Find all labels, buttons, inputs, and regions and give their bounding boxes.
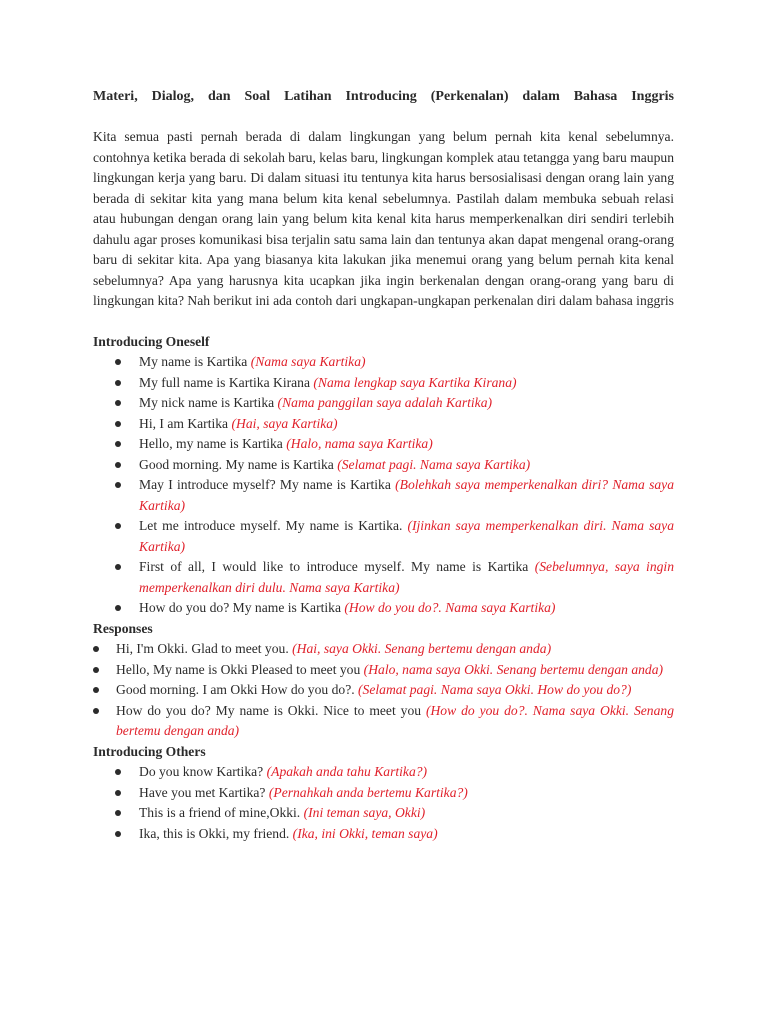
heading-introducing-others: Introducing Others (93, 743, 206, 759)
list-item: Hello, my name is Kartika (Halo, nama saya Kartika) (93, 434, 674, 455)
list-item: My full name is Kartika Kirana (Nama lengkap saya Kartika Kirana) (93, 373, 674, 394)
list-item: Ika, this is Okki, my friend. (Ika, ini Okki, teman saya) (93, 824, 674, 845)
list-item: Do you know Kartika? (Apakah anda tahu Kartika?) (93, 762, 674, 783)
list-item: First of all, I would like to introduce myself. My name is Kartika (Sebelumnya, saya ingin memperkenalkan diri dulu. Nama saya Kartika) (93, 557, 674, 598)
list-introducing-others (93, 762, 674, 844)
list-introducing-oneself (93, 352, 674, 619)
list-item: Have you met Kartika? (Pernahkah anda bertemu Kartika?) (93, 783, 674, 804)
document-title: Materi, Dialog, dan Soal Latihan Introducing (Perkenalan) dalam Bahasa Inggris (93, 89, 674, 104)
list-item: May I introduce myself? My name is Kartika (Bolehkah saya memperkenalkan diri? Nama saya Kartika) (93, 475, 674, 516)
heading-responses: Responses (93, 620, 153, 636)
intro-paragraph: Kita semua pasti pernah berada di dalam lingkungan yang belum pernah kita kenal sebelumnya. contohnya ketika berada di sekolah baru, kelas baru, lingkungan komplek atau tetangga yang baru maupun lingkungan kerja yang baru. Di dalam situasi itu tentunya kita harus bersosialisasi dengan orang lain yang berada di sekitar kita yang mana belum kita kenal sebelumnya. Pastilah dalam membuka sebuah relasi atau hubungan dengan orang lain yang belum kita kenal kita harus memperkenalkan diri sendiri terlebih dahulu agar proses komunikasi bisa terjalin satu sama lain dan tentunya akan dapat mengenal orang-orang baru di sekitar kita. Apa yang biasanya kita lakukan jika menemui orang yang belum pernah kita kenal sebelumnya? Apa yang harusnya kita ucapkan jika ingin berkenalan dengan orang-orang yang baru di lingkungan kita? Nah berikut ini ada contoh dari ungkapan-ungkapan perkenalan diri dalam bahasa inggris (93, 129, 674, 308)
list-item: My nick name is Kartika (Nama panggilan saya adalah Kartika) (93, 393, 674, 414)
list-item: Hello, My name is Okki Pleased to meet you (Halo, nama saya Okki. Senang bertemu dengan anda) (93, 660, 674, 681)
document-content (93, 86, 674, 844)
heading-introducing-oneself: Introducing Oneself (93, 333, 210, 349)
list-item: This is a friend of mine,Okki. (Ini teman saya, Okki) (93, 803, 674, 824)
list-responses (93, 639, 674, 742)
list-item: Good morning. I am Okki How do you do?. (Selamat pagi. Nama saya Okki. How do you do?) (93, 680, 674, 701)
list-item: Hi, I'm Okki. Glad to meet you. (Hai, saya Okki. Senang bertemu dengan anda) (93, 639, 674, 660)
list-item: Good morning. My name is Kartika (Selamat pagi. Nama saya Kartika) (93, 455, 674, 476)
list-item: My name is Kartika (Nama saya Kartika) (93, 352, 674, 373)
list-item: How do you do? My name is Kartika (How do you do?. Nama saya Kartika) (93, 598, 674, 619)
list-item: Let me introduce myself. My name is Kartika. (Ijinkan saya memperkenalkan diri. Nama saya Kartika) (93, 516, 674, 557)
list-item: Hi, I am Kartika (Hai, saya Kartika) (93, 414, 674, 435)
list-item: How do you do? My name is Okki. Nice to meet you (How do you do?. Nama saya Okki. Senang bertemu dengan anda) (93, 701, 674, 742)
